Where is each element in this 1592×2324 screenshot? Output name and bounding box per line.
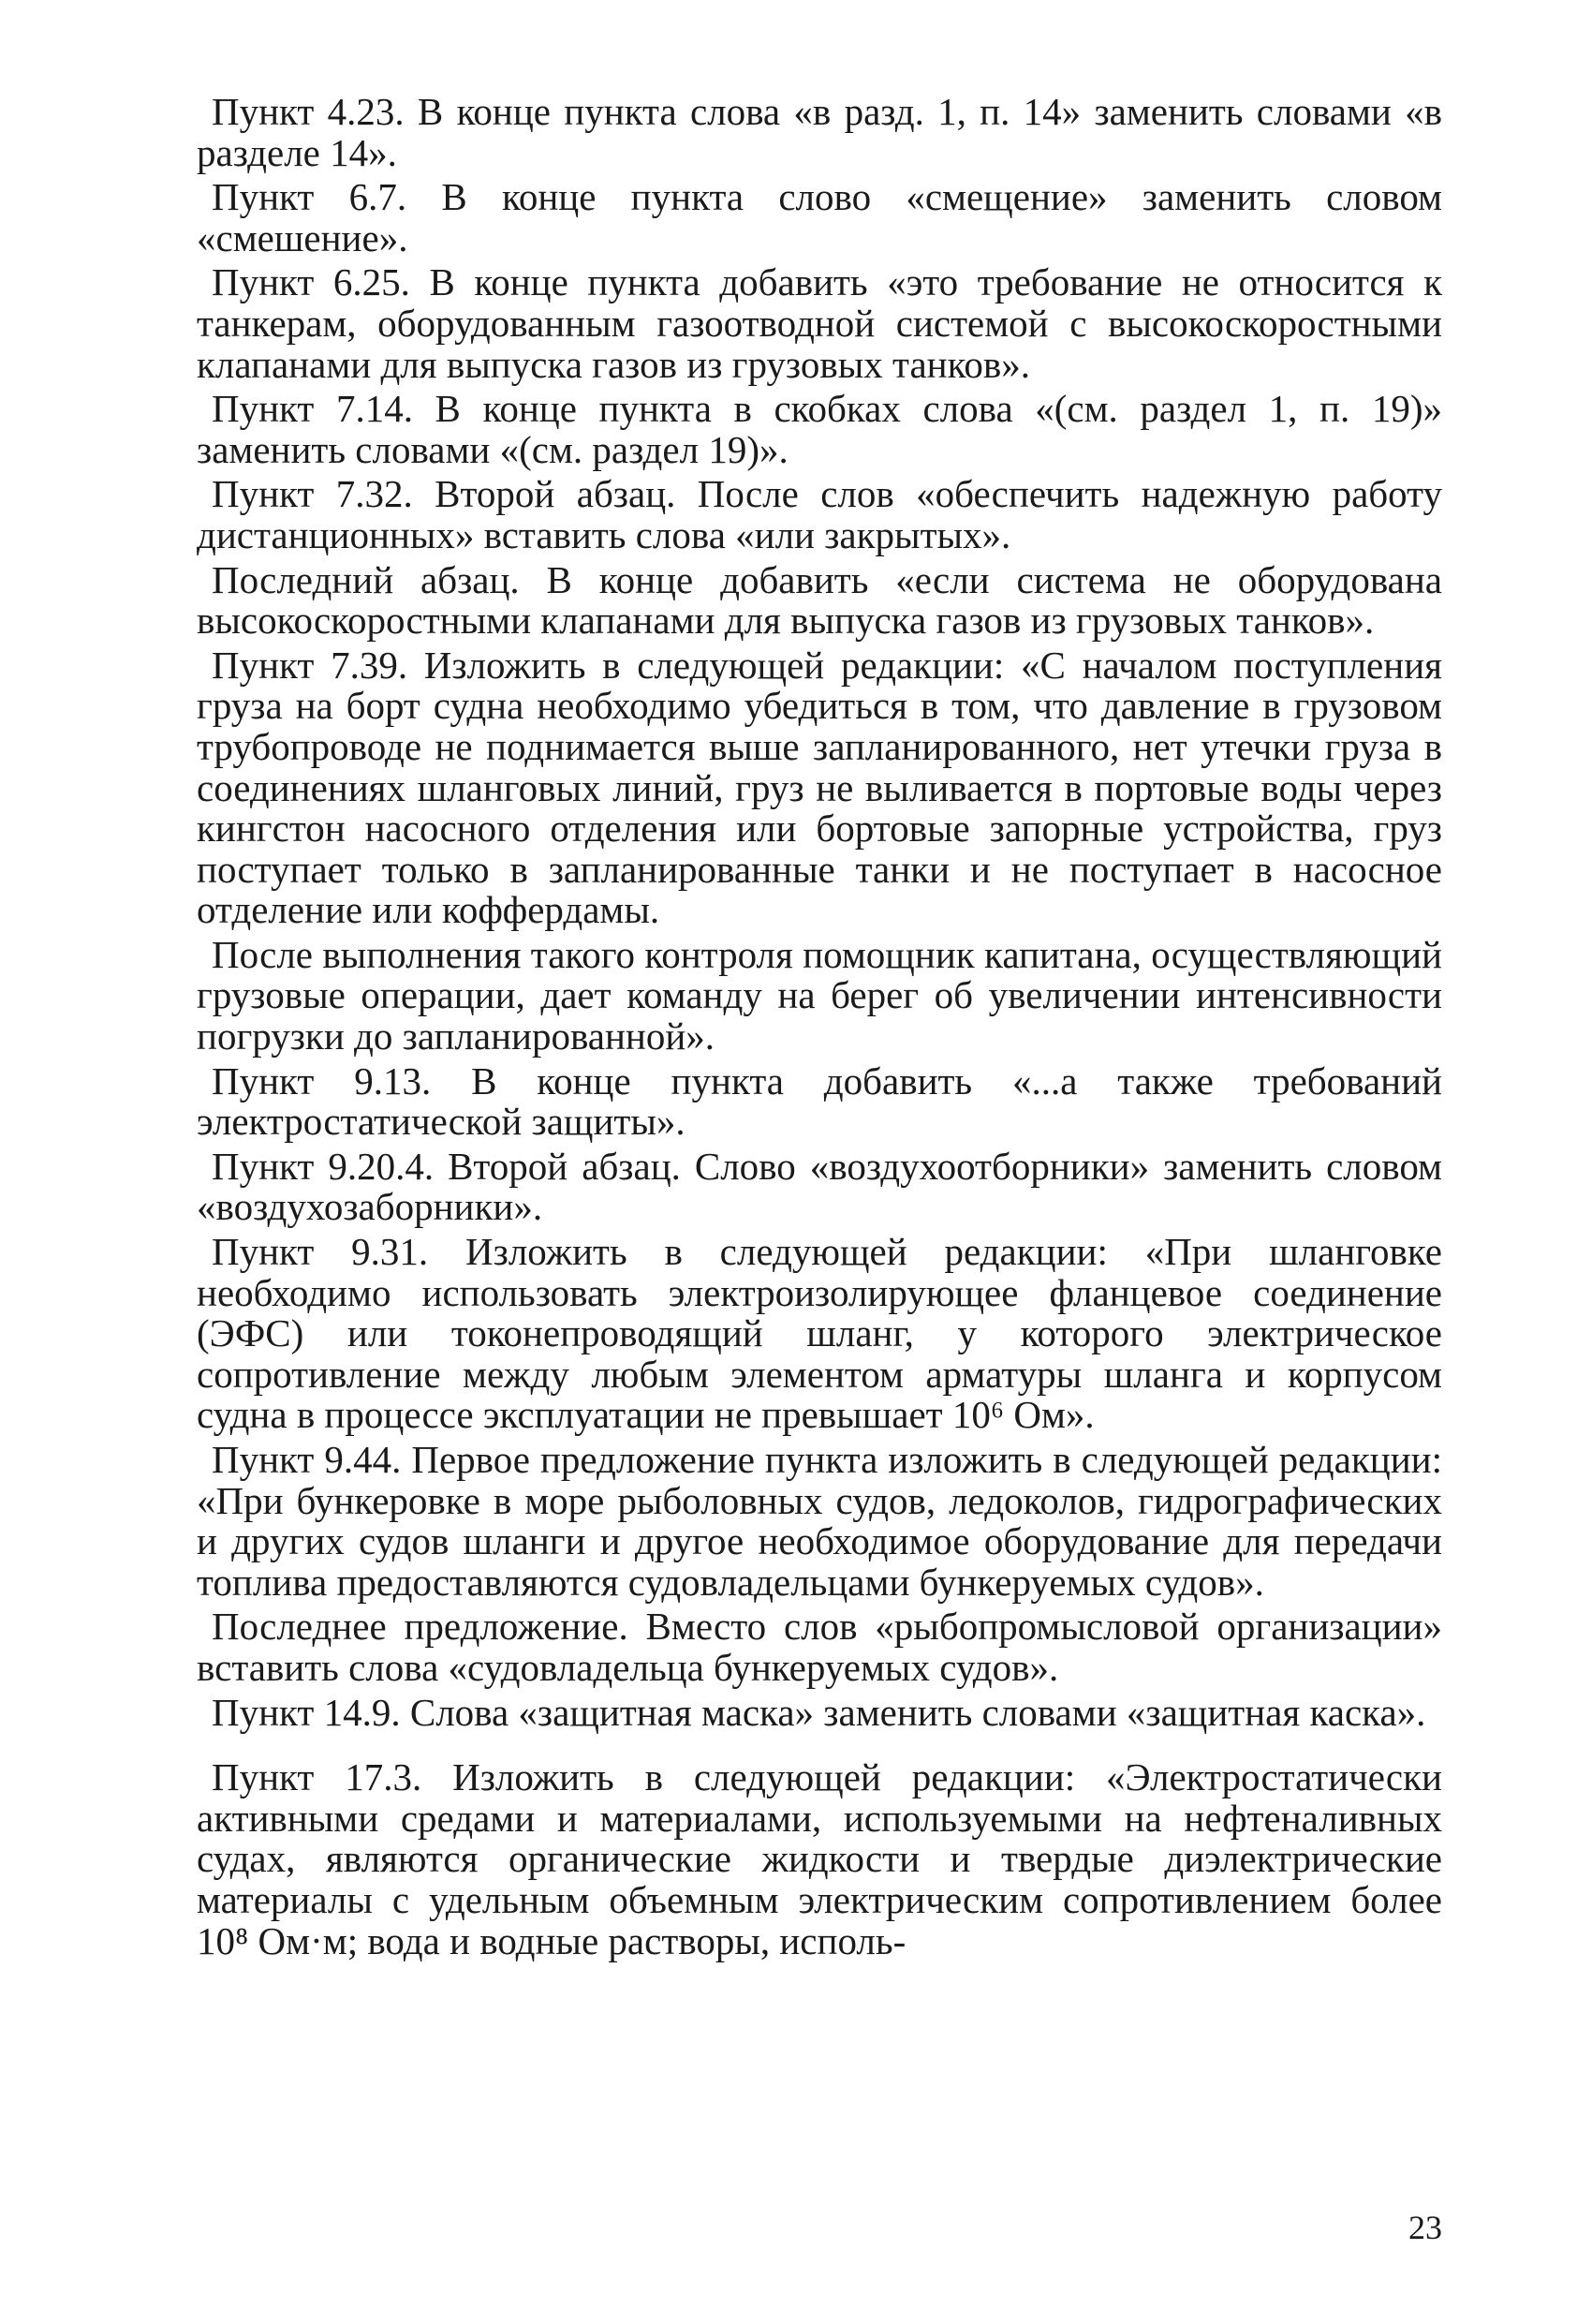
- paragraph-6-25: Пункт 6.25. В конце пункта добавить «это требование не относится к танкерам, оборудованным газоотводной системой с высокоскоростными клапанами для выпуска газов из грузовых танков».: [197, 260, 1442, 386]
- paragraph-9-44: Пункт 9.44. Первое предложение пункта изложить в следующей редакции: «При бункеровке в море рыболовных судов, ледоколов, гидрографических и других судов шланги и другое необходимое оборудование для передачи топлива предоставляются судовладельцами бункеруемых судов».: [197, 1438, 1442, 1604]
- paragraph-9-31: Пункт 9.31. Изложить в следующей редакции: «При шланговке необходимо использовать электроизолирующее фланцевое соединение (ЭФС) или токонепроводящий шланг, у которого электрическое сопротивление между любым элементом арматуры шланга и корпусом судна в процессе эксплуатации не превышает 10⁶ Ом».: [197, 1230, 1442, 1437]
- paragraph-9-44-last: Последнее предложение. Вместо слов «рыбопромысловой организации» вставить слова «судовладельца бункеруемых судов».: [197, 1605, 1442, 1689]
- paragraph-14-9: Пункт 14.9. Слова «защитная маска» заменить словами «защитная каска».: [212, 1690, 1426, 1734]
- paragraph-9-13: Пункт 9.13. В конце пункта добавить «...а также требований электростатической защиты».: [197, 1058, 1442, 1144]
- paragraph-7-32: Пункт 7.32. Второй абзац. После слов «обеспечить надежную работу дистанционных» вставить слова «или закрытых».: [197, 472, 1442, 556]
- page-number: 23: [1408, 2209, 1442, 2246]
- paragraph-6-7: Пункт 6.7. В конце пункта слово «смещение» заменить словом «смешение».: [197, 175, 1442, 259]
- paragraph-4-23: Пункт 4.23. В конце пункта слова «в разд. 1, п. 14» заменить словами «в разделе 14».: [197, 90, 1442, 174]
- paragraph-7-39: Пункт 7.39. Изложить в следующей редакции: «С началом поступления груза на борт судна необходимо убедиться в том, что давление в грузовом трубопроводе не поднимается выше запланированного, нет утечки груза в соединениях шланговых линий, груз не выливается в портовые воды через кингстон насосного отделения или бортовые запорные устройства, груз поступает только в запланированные танки и не поступает в насосное отделение или коффердамы.: [197, 643, 1442, 932]
- paragraph-7-14: Пункт 7.14. В конце пункта в скобках слова «(см. раздел 1, п. 19)» заменить словами «(см. раздел 19)».: [197, 387, 1442, 471]
- paragraph-9-20-4: Пункт 9.20.4. Второй абзац. Слово «воздухоотборники» заменить словом «воздухозаборники».: [197, 1144, 1442, 1229]
- paragraph-17-3: Пункт 17.3. Изложить в следующей редакции: «Электростатически активными средами и материалами, используемыми на нефтеналивных судах, являются органические жидкости и твердые диэлектрические материалы с удельным объемным электрическим сопротивлением более 10⁸ Ом·м; вода и водные растворы, исполь-: [197, 1755, 1442, 1962]
- paragraph-7-32-last: Последний абзац. В конце добавить «если система не оборудована высокоскоростными клапанами для выпуска газов из грузовых танков».: [197, 557, 1442, 643]
- text-body: [197, 92, 1442, 1965]
- paragraph-7-39-cont: После выполнения такого контроля помощник капитана, осуществляющий грузовые операции, дает команду на берег об увеличении интенсивности погрузки до запланированной».: [197, 932, 1442, 1058]
